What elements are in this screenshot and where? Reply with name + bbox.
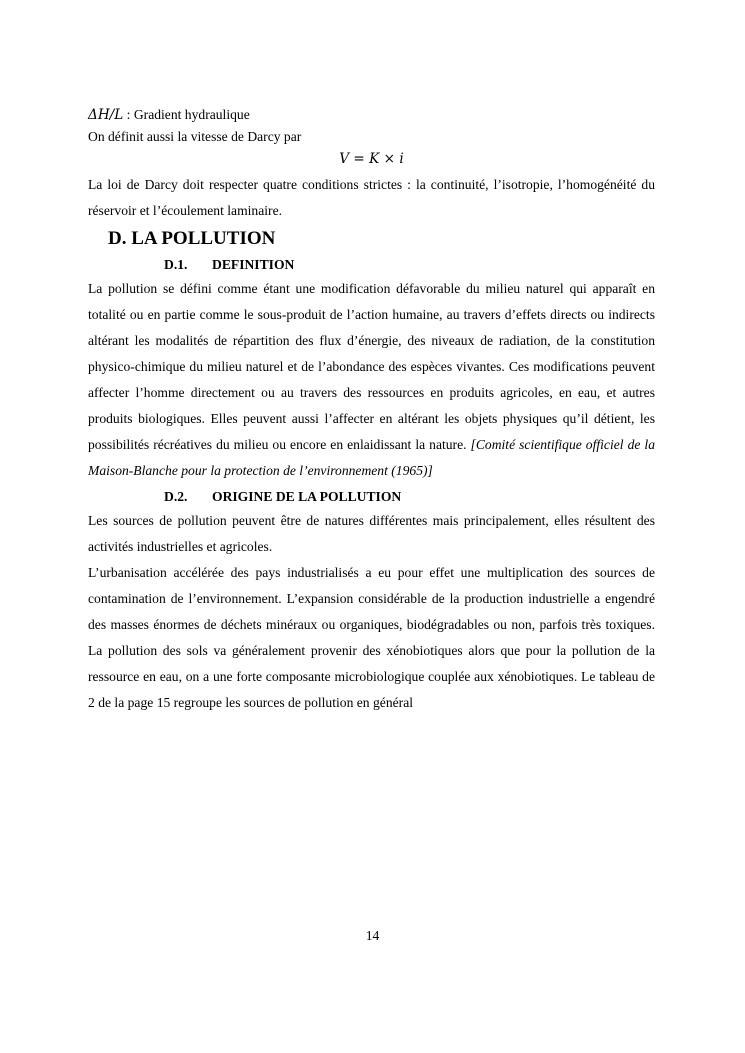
subsection-1-number: D.1. xyxy=(164,257,188,272)
formula-text: V = K × i xyxy=(339,151,404,167)
darcy-velocity-intro: On définit aussi la vitesse de Darcy par xyxy=(88,129,302,144)
page-number: 14 xyxy=(365,928,380,943)
subsection-2-number: D.2. xyxy=(164,489,188,504)
gradient-definition xyxy=(88,104,655,126)
origin-paragraph-1: Les sources de pollution peuvent être de natures différentes mais principalement, elles résultent des activités industrielles et agricoles. xyxy=(88,513,655,554)
section-heading xyxy=(108,226,655,252)
darcy-conditions: La loi de Darcy doit respecter quatre conditions strictes : la continuité, l’isotropie, l’homogénéité du réservoir et l’écoulement laminaire. xyxy=(88,177,655,218)
definition-paragraph xyxy=(88,276,655,484)
subsection-1-heading xyxy=(164,254,655,276)
subsection-1-title: DEFINITION xyxy=(212,257,295,272)
definition-reference: [Comité scientifique officiel de la Maison-Blanche pour la protection de l’environnement (1965)] xyxy=(88,437,655,478)
subsection-2-title: ORIGINE DE LA POLLUTION xyxy=(212,489,402,504)
subsection-2-heading xyxy=(164,486,655,508)
gradient-symbol: ΔH/L xyxy=(88,107,124,123)
origin-paragraph-2: L’urbanisation accélérée des pays industrialisés a eu pour effet une multiplication des sources de contamination de l’environnement. L’expansion considérable de la production industrielle a engendré des masses énormes de déchets minéraux ou organiques, biodégradables ou non, parfois très toxiques. La pollution des sols va généralement provenir des xénobiotiques alors que pour la pollution de la ressource en eau, on a une forte composante microbiologique couplée aux xénobiotiques. Le tableau de 2 de la page 15 regroupe les sources de pollution en général xyxy=(88,565,655,710)
page-content xyxy=(88,104,655,716)
section-label: D. xyxy=(108,228,127,249)
gradient-label: : Gradient hydraulique xyxy=(123,107,250,122)
definition-body: La pollution se défini comme étant une modification défavorable du milieu naturel qui apparaît en totalité ou en partie comme le sous-produit de l’action humaine, au travers d’effets directs ou indirects altérant les modalités de répartition des flux d’énergie, des niveaux de radiation, de la constitution physico-chimique du milieu naturel et de l’abondance des espèces vivantes. Ces modifications peuvent affecter l’homme directement ou au travers des ressources en produits agricoles, en eau, et autres produits biologiques. Elles peuvent aussi l’affecter en altérant les objets physiques qu’il détient, les possibilités récréatives du milieu ou encore en enlaidissant la nature. xyxy=(88,281,655,452)
section-title: LA POLLUTION xyxy=(131,228,276,249)
darcy-formula xyxy=(88,148,655,170)
